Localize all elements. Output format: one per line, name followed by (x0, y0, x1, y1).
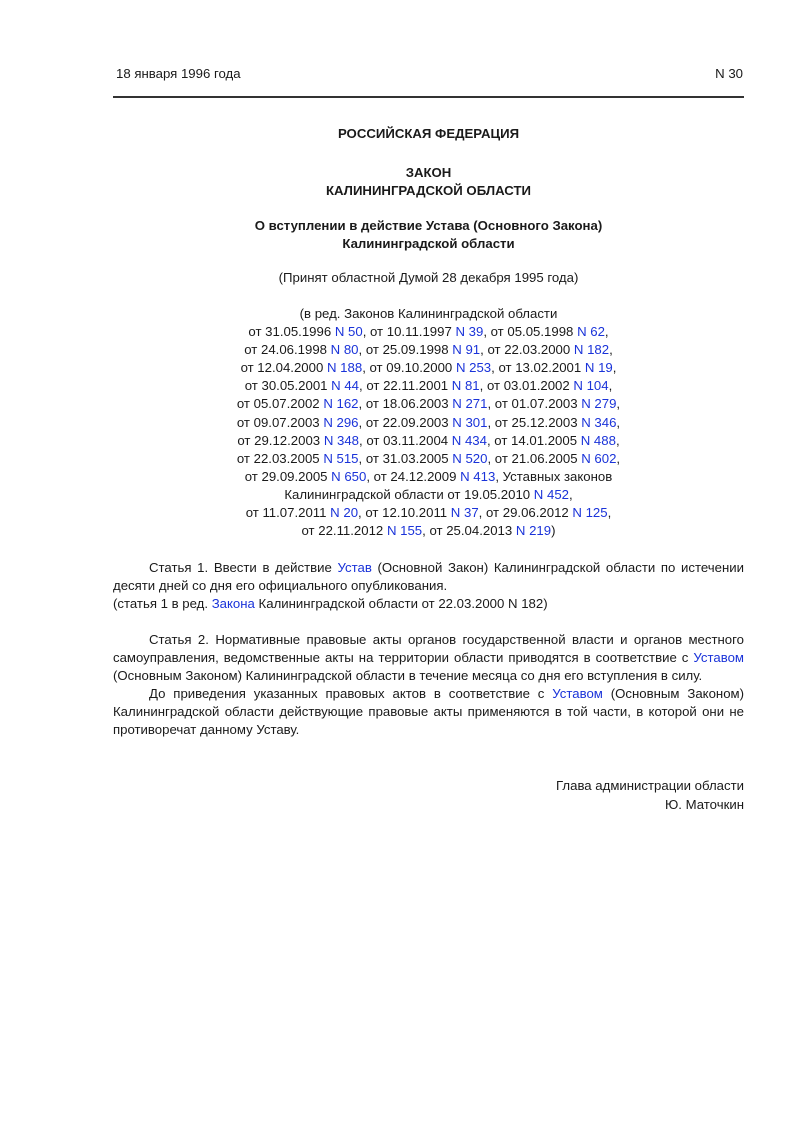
law-subject-line-1: О вступлении в действие Устава (Основного Закона) (254, 218, 603, 233)
editions-row: от 24.06.1998 N 80, от 25.09.1998 N 91, от 22.03.2000 N 182, (244, 342, 613, 358)
edition-link[interactable]: N 434 (451, 432, 487, 448)
editions-row: Калининградской области от 19.05.2010 N 452, (284, 486, 573, 502)
edition-link[interactable]: N 515 (323, 450, 359, 466)
editions-row: от 12.04.2000 N 188, от 09.10.2000 N 253, от 13.02.2001 N 19, (240, 360, 617, 376)
law-subject-line-2: Калининградской области (342, 236, 515, 251)
edition-link[interactable]: N 50 (334, 324, 363, 340)
edition-link[interactable]: N 301 (452, 414, 488, 430)
document-date: 18 января 1996 года (116, 66, 241, 81)
edition-link[interactable]: N 488 (580, 432, 616, 448)
edition-link[interactable]: N 125 (572, 505, 608, 521)
editions-row: от 11.07.2011 N 20, от 12.10.2011 N 37, от 29.06.2012 N 125, (245, 505, 612, 521)
charter-link[interactable]: Уставом (552, 686, 603, 702)
charter-link[interactable]: Уставом (693, 650, 744, 666)
edition-link[interactable]: N 413 (460, 468, 496, 484)
editions-row: от 29.09.2005 N 650, от 24.12.2009 N 413, Уставных законов (244, 468, 613, 484)
edition-link[interactable]: N 296 (323, 414, 359, 430)
document-header (116, 66, 743, 86)
header-divider (113, 96, 744, 98)
editions-row: от 31.05.1996 N 50, от 10.11.1997 N 39, от 05.05.1998 N 62, (248, 324, 609, 340)
edition-link[interactable]: N 81 (451, 378, 480, 394)
law-subject (113, 217, 744, 253)
edition-link[interactable]: N 39 (455, 324, 484, 340)
edition-link[interactable]: N 104 (573, 378, 609, 394)
charter-link[interactable]: Устав (337, 560, 372, 575)
editions-row: от 30.05.2001 N 44, от 22.11.2001 N 81, от 03.01.2002 N 104, (244, 378, 613, 394)
edition-link[interactable]: N 348 (323, 432, 360, 448)
law-title-line-1: ЗАКОН (405, 165, 452, 180)
edition-link[interactable]: N 271 (452, 396, 488, 412)
law-heading (113, 164, 744, 200)
editions-row: от 09.07.2003 N 296, от 22.09.2003 N 301, от 25.12.2003 N 346, (236, 414, 621, 430)
document-number: N 30 (715, 66, 743, 81)
edition-link[interactable]: N 80 (330, 342, 359, 358)
edition-link[interactable]: N 452 (533, 486, 569, 502)
editions-row: от 05.07.2002 N 162, от 18.06.2003 N 271, от 01.07.2003 N 279, (236, 396, 621, 412)
signatory-position: Глава администрации области (556, 778, 744, 793)
edition-link[interactable]: N 602 (581, 450, 617, 466)
edition-link[interactable]: N 162 (323, 396, 359, 412)
edition-link[interactable]: N 44 (331, 378, 360, 394)
article-1 (113, 559, 744, 613)
edition-link[interactable]: N 219 (515, 523, 552, 539)
editions-row: от 22.03.2005 N 515, от 31.03.2005 N 520, от 21.06.2005 N 602, (236, 450, 621, 466)
edition-link[interactable]: N 650 (331, 468, 367, 484)
edition-link[interactable]: N 346 (581, 414, 617, 430)
article-2-paragraph-2: До приведения указанных правовых актов в соответствие с Уставом (Основным Законом) Калининградской области действующие правовые акты применяются в той части, в которой они не противоречат данному Уставу. (113, 686, 744, 738)
edition-link[interactable]: N 19 (584, 360, 613, 376)
edition-link[interactable]: N 155 (386, 523, 423, 539)
editions-row: от 22.11.2012 N 155, от 25.04.2013 N 219) (301, 523, 556, 539)
article-2 (113, 631, 744, 740)
edition-link[interactable]: N 279 (581, 396, 617, 412)
edition-link[interactable]: N 37 (450, 505, 479, 521)
adoption-note: (Принят областной Думой 28 декабря 1995 года) (278, 270, 579, 285)
article-1-text: Статья 1. Ввести в действие Устав (Основной Закон) Калининградской области по истечении десяти дней со дня его официального опубликования. (113, 560, 744, 594)
edition-link[interactable]: N 62 (577, 324, 605, 340)
law-link[interactable]: Закона (211, 596, 255, 612)
edition-link[interactable]: N 91 (452, 342, 481, 358)
country-heading: РОССИЙСКАЯ ФЕДЕРАЦИЯ (337, 126, 520, 141)
edition-link[interactable]: N 182 (573, 342, 610, 358)
edition-link[interactable]: N 253 (455, 360, 492, 376)
editions-row: от 29.12.2003 N 348, от 03.11.2004 N 434, от 14.01.2005 N 488, (237, 432, 620, 448)
signature-block (556, 776, 744, 814)
edition-link[interactable]: N 188 (326, 360, 363, 376)
editions-list (113, 305, 744, 540)
signatory-name: Ю. Маточкин (664, 797, 744, 812)
law-title-line-2: КАЛИНИНГРАДСКОЙ ОБЛАСТИ (325, 183, 532, 198)
article-1-edition-note: (статья 1 в ред. Закона Калининградской области от 22.03.2000 N 182) (113, 596, 548, 612)
editions-row: (в ред. Законов Калининградской области (299, 306, 558, 321)
edition-link[interactable]: N 520 (452, 450, 488, 466)
article-2-text: Статья 2. Нормативные правовые акты органов государственной власти и органов местного самоуправления, ведомственные акты на территории области приводятся в соответствие с Уставом (Основным Законом) Калининградской области в течение месяца со дня его вступления в силу. (113, 632, 744, 684)
edition-link[interactable]: N 20 (330, 505, 359, 521)
